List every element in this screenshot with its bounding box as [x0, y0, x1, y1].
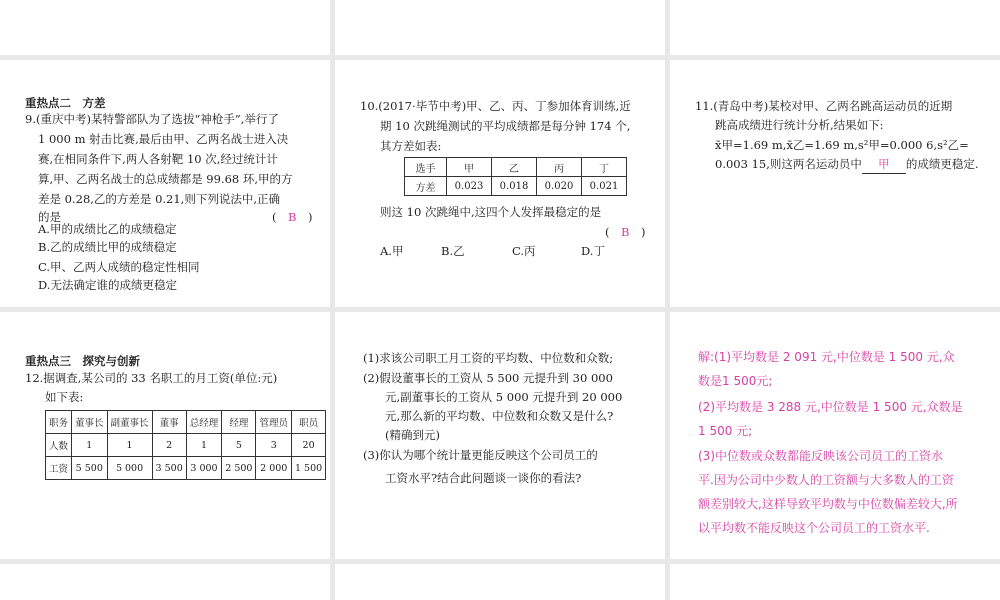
table-cell: 人数: [46, 434, 72, 457]
table-cell: 经理: [222, 411, 256, 434]
q9-option: A.甲的成绩比乙的成绩稳定: [38, 222, 177, 236]
q9-answer-bracket: ( B ): [272, 210, 313, 224]
q9-option: B.乙的成绩比甲的成绩稳定: [38, 240, 177, 254]
panel-bottom-middle: [335, 564, 665, 600]
table-cell: 副董事长: [107, 411, 152, 434]
panel-top-left: [0, 0, 330, 55]
table-cell: 3 000: [186, 457, 222, 480]
table-cell: 乙: [492, 158, 537, 177]
q9-answer: B: [288, 210, 297, 224]
table-row: [46, 457, 326, 480]
table-cell: 0.023: [447, 177, 492, 196]
table-cell: 1: [186, 434, 222, 457]
q12-part-line: 元,那么新的平均数、中位数和众数又是什么?: [385, 409, 614, 423]
q9-option: D.无法确定谁的成绩更稳定: [38, 278, 177, 292]
table-cell: 3 500: [152, 457, 186, 480]
answer-line: 额差别较大,这样导致平均数与中位数偏差较大,所: [698, 497, 958, 511]
q9-line: 1 000 m 射击比赛,最后由甲、乙两名战士进入决: [38, 132, 289, 146]
answer-line: 数是1 500元;: [698, 374, 773, 388]
q9-line: 算,甲、乙两名战士的总成绩都是 99.68 环,甲的方: [38, 172, 293, 186]
panel-answer-12: [670, 312, 1000, 559]
panel-question-12-parts: [335, 312, 665, 559]
table-cell: 2: [152, 434, 186, 457]
table-cell: 5: [222, 434, 256, 457]
table-cell: 选手: [405, 158, 447, 177]
panel-bottom-right: [670, 564, 1000, 600]
table-cell: 董事长: [72, 411, 108, 434]
table-cell: 1: [107, 434, 152, 457]
q9-line: 9.(重庆中考)某特警部队为了选拔“神枪手”,举行了: [25, 112, 279, 126]
q12-part-line: (1)求该公司职工月工资的平均数、中位数和众数;: [363, 351, 614, 365]
q10-answer-bracket: ( B ): [605, 225, 646, 239]
table-cell: 甲: [447, 158, 492, 177]
table-row: [46, 411, 326, 434]
q11-line: 跳高成绩进行统计分析,结果如下:: [715, 118, 884, 132]
panel-top-right: [670, 0, 1000, 55]
q9-line: 差是 0.28,乙的方差是 0.21,则下列说法中,正确: [38, 192, 280, 206]
table-cell: 1 500: [291, 457, 325, 480]
q10-line: 其方差如表:: [380, 139, 442, 153]
table-row: [46, 434, 326, 457]
q10-option: B.乙: [441, 244, 465, 258]
table-cell: 工资: [46, 457, 72, 480]
table-row: [405, 158, 627, 177]
q11-tail: 的成绩更稳定.: [905, 157, 979, 171]
table-cell: 丙: [537, 158, 582, 177]
q9-line: 赛,在相同条件下,两人各射靶 10 次,经过统计计: [38, 152, 278, 166]
table-cell: 0.018: [492, 177, 537, 196]
q10-option: C.丙: [512, 244, 536, 258]
q11-answer-blank: [862, 155, 906, 174]
q11-answer: 甲: [878, 157, 890, 171]
q10-option: A.甲: [380, 244, 404, 258]
q12-part-line: (2)假设董事长的工资从 5 500 元提升到 30 000: [363, 371, 613, 385]
table-cell: 方差: [405, 177, 447, 196]
q12-part-line: 元,副董事长的工资从 5 000 元提升到 20 000: [385, 390, 623, 404]
table-cell: 管理员: [256, 411, 292, 434]
variance-table: [404, 157, 627, 196]
q9-line: 的是: [38, 210, 61, 224]
q12-line: 如下表:: [45, 390, 84, 404]
table-cell: 董事: [152, 411, 186, 434]
section-heading: 重热点二 方差: [25, 96, 106, 110]
table-cell: 丁: [582, 158, 627, 177]
panel-question-12: [0, 312, 330, 559]
table-cell: 3: [256, 434, 292, 457]
table-cell: 5 000: [107, 457, 152, 480]
q10-question: 则这 10 次跳绳中,这四个人发挥最稳定的是: [380, 205, 602, 219]
q11-line: x̄甲=1.69 m,x̄乙=1.69 m,s²甲=0.000 6,s²乙=: [715, 138, 969, 152]
answer-line: 平.因为公司中少数人的工资额与大多数人的工资: [698, 473, 954, 487]
wage-table: [45, 410, 326, 480]
answer-line: 1 500 元;: [698, 424, 753, 438]
table-cell: 职员: [291, 411, 325, 434]
q11-line: [715, 155, 979, 174]
table-cell: 2 500: [222, 457, 256, 480]
q12-line: 12.据调查,某公司的 33 名职工的月工资(单位:元): [25, 371, 278, 385]
panel-bottom-left: [0, 564, 330, 600]
answer-line: 解:(1)平均数是 2 091 元,中位数是 1 500 元,众: [698, 350, 955, 364]
q10-answer: B: [621, 225, 630, 239]
table-cell: 1: [72, 434, 108, 457]
q10-line: 期 10 次跳绳测试的平均成绩都是每分钟 174 个,: [380, 119, 631, 133]
table-cell: 2 000: [256, 457, 292, 480]
panel-question-10: [335, 60, 665, 307]
table-cell: 总经理: [186, 411, 222, 434]
table-cell: 20: [291, 434, 325, 457]
panel-question-9: [0, 60, 330, 307]
q10-line: 10.(2017·毕节中考)甲、乙、丙、丁参加体育训练,近: [360, 99, 631, 113]
answer-line: 以平均数不能反映这个公司员工的工资水平.: [698, 521, 930, 535]
q10-option: D.丁: [581, 244, 605, 258]
q11-line: 11.(青岛中考)某校对甲、乙两名跳高运动员的近期: [695, 99, 953, 113]
q12-part-line: (3)你认为哪个统计量更能反映这个公司员工的: [363, 448, 598, 462]
q12-part-line: 工资水平?结合此问题谈一谈你的看法?: [385, 471, 582, 485]
table-cell: 0.020: [537, 177, 582, 196]
section-heading: 重热点三 探究与创新: [25, 354, 140, 368]
table-row: [405, 177, 627, 196]
panel-top-middle: [335, 0, 665, 55]
answer-line: (3)中位数或众数都能反映该公司员工的工资水: [698, 449, 943, 463]
table-cell: 职务: [46, 411, 72, 434]
q12-part-line: (精确到元): [385, 428, 440, 442]
q9-option: C.甲、乙两人成绩的稳定性相同: [38, 260, 200, 274]
panel-question-11: [670, 60, 1000, 307]
answer-line: (2)平均数是 3 288 元,中位数是 1 500 元,众数是: [698, 400, 963, 414]
q11-line-text: 0.003 15,则这两名运动员中: [715, 157, 862, 171]
table-cell: 5 500: [72, 457, 108, 480]
table-cell: 0.021: [582, 177, 627, 196]
